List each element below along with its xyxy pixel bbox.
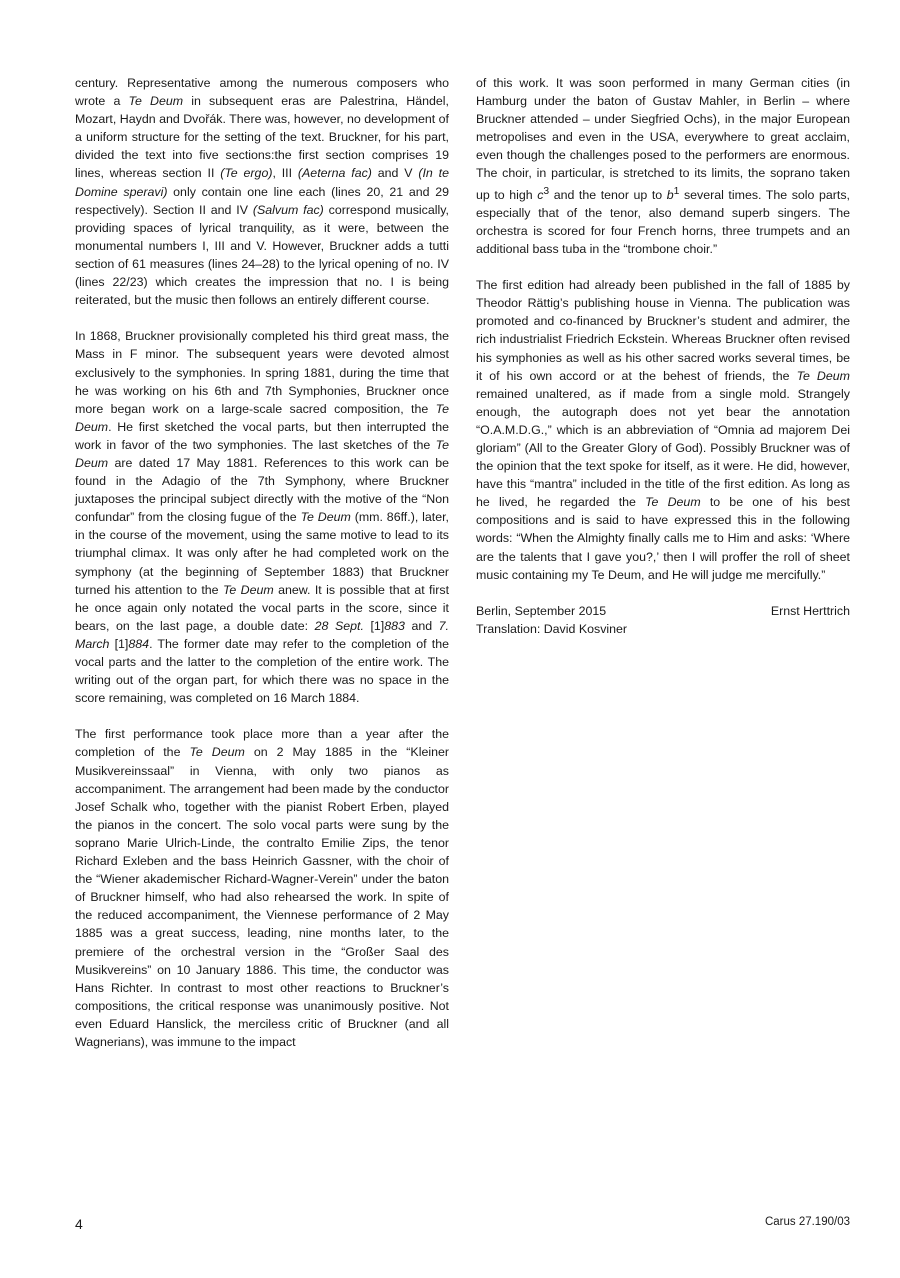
catalog-number: Carus 27.190/03 bbox=[764, 1216, 850, 1228]
translation-credit: Translation: David Kosviner bbox=[476, 621, 628, 636]
page-number: 4 bbox=[75, 1216, 83, 1232]
place-date: Berlin, September 2015 bbox=[476, 603, 607, 618]
paragraph-composition-history: In 1868, Bruckner provisionally completed his third great mass, the Mass in F minor. The subsequent years were devoted almost exclusively to the symphonies. In spring 1881, during the time that he was working on his 6th and 7th Symphonies, Bruckner once more began work on a large-scale sacred composition, the Te Deum. He first sketched the vocal parts, but then interrupted the work in favor of the two symphonies. The last sketches of the Te Deum are dated 17 May 1881. References to this work can be found in the Adagio of the 7th Symphony, where Bruckner juxtaposes the principal subject directly with the motive of the “Non confundar” from the closing fugue of the Te Deum (mm. 86ff.), later, in the course of the movement, using the same motive to lead to its triumphal climax. It was only after he had completed work on the symphony (at the beginning of September 1883) that Bruckner turned his attention to the Te Deum anew. It is possible that at first he once again only notated the vocal parts in the score, since it bears, on the last page, a double date: 28 Sept. [1]883 and 7. March [1]884. The former date may refer to the completion of the vocal parts and the latter to the completion of the entire work. The writing out of the organ part, for which there was no space in the score remaining, was completed on 16 March 1884. bbox=[75, 329, 450, 706]
signature-line bbox=[476, 602, 850, 620]
paragraph-first-performance: The first performance took place more than a year after the completion of the Te Deum on 2 May 1885 in the “Kleiner Musikvereinssaal” in Vienna, with only two pianos as accompaniment. The arrangement had been made by the conductor Josef Schalk who, together with the pianist Robert Erben, played the pianos in the concert. The solo vocal parts were sung by the soprano Marie Ulrich-Linde, the contralto Emilie Zips, the tenor Richard Exleben and the bass Heinrich Gassner, with the choir of the “Wiener akademischer Richard-Wagner-Verein” under the baton of Bruckner himself, who had also rehearsed the work. In spite of the reduced accompaniment, the Viennese performance of 2 May 1885 was a great success, leading, nine months later, to the premiere of the orchestral version in the “Großer Saal des Musikvereins” on 10 January 1886. This time, the conductor was Hans Richter. In contrast to most other reactions to Bruckner’s compositions, the critical response was unanimously positive. Not even Eduard Hanslick, the merciless critic of Bruckner (and all Wagnerians), was immune to the impact bbox=[75, 727, 449, 1049]
paragraph-reception: of this work. It was soon performed in many German cities (in Hamburg under the baton of Gustav Mahler, in Berlin – where Bruckner attended – under Siegfried Ochs), in the major European metropolises and even in the USA, everywhere to great acclaim, even though the challenges posed to the performers are enormous. The choir, in particular, is stretched to its limits, the soprano taken up to high $c^3$ and the tenor up to $b^1$ several times. The solo parts, especially that of the tenor, also demand superb singers. The orchestra is scored for four French horns, three trumpets and an additional bass tuba in the “trombone choir.” bbox=[476, 76, 850, 256]
left-column bbox=[75, 74, 449, 1069]
paragraph-history-settings: century. Representative among the numerous composers who wrote a Te Deum in subsequent eras are Palestrina, Händel, Mozart, Haydn and Dvořák. There was, however, no development of a uniform structure for the setting of the text. Bruckner, for his part, divided the text into five sections:the first section comprises 19 lines, whereas section II (Te ergo), III (Aeterna fac) and V (In te Domine speravi) only contain one line each (lines 20, 21 and 29 respectively). Section II and IV (Salvum fac) correspond musically, providing spaces of lyrical tranquility, as it were, between the monumental numbers I, III and V. However, Bruckner adds a tutti section of 61 measures (lines 24–28) to the lyrical opening of no. IV (lines 22/23) which creates the impression that no. I is being reiterated, but the music then follows an entirely different course. bbox=[75, 76, 449, 308]
paragraph-first-edition: The first edition had already been published in the fall of 1885 by Theodor Rättig’s publishing house in Vienna. The publication was promoted and co-financed by Bruckner’s student and admirer, the rich industrialist Friedrich Eckstein. Whereas Bruckner often revised his symphonies as well as his other sacred works several times, be it of his own accord or at the behest of friends, the Te Deum remained unaltered, as if made from a single mold. Strangely enough, the autograph does not yet bear the annotation “O.A.M.D.G.,” which is an abbreviation of “Omnia ad majorem Dei gloriam” (All to the Greater Glory of God). Possibly Bruckner was of the opinion that the text spoke for itself, as it were. He did, however, have this “mantra” included in the title of the first edition. As long as he lived, he regarded the Te Deum to be one of his best compositions and is said to have expressed this in the following words: “When the Almighty finally calls me to Him and asks: ‘Where are the talents that I gave you?,’ then I will proffer the roll of sheet music containing my Te Deum, and He will judge me mercifully.” bbox=[476, 278, 850, 582]
page-footer bbox=[75, 1216, 850, 1232]
author-name: Ernst Herttrich bbox=[770, 603, 850, 618]
right-column bbox=[476, 74, 850, 638]
